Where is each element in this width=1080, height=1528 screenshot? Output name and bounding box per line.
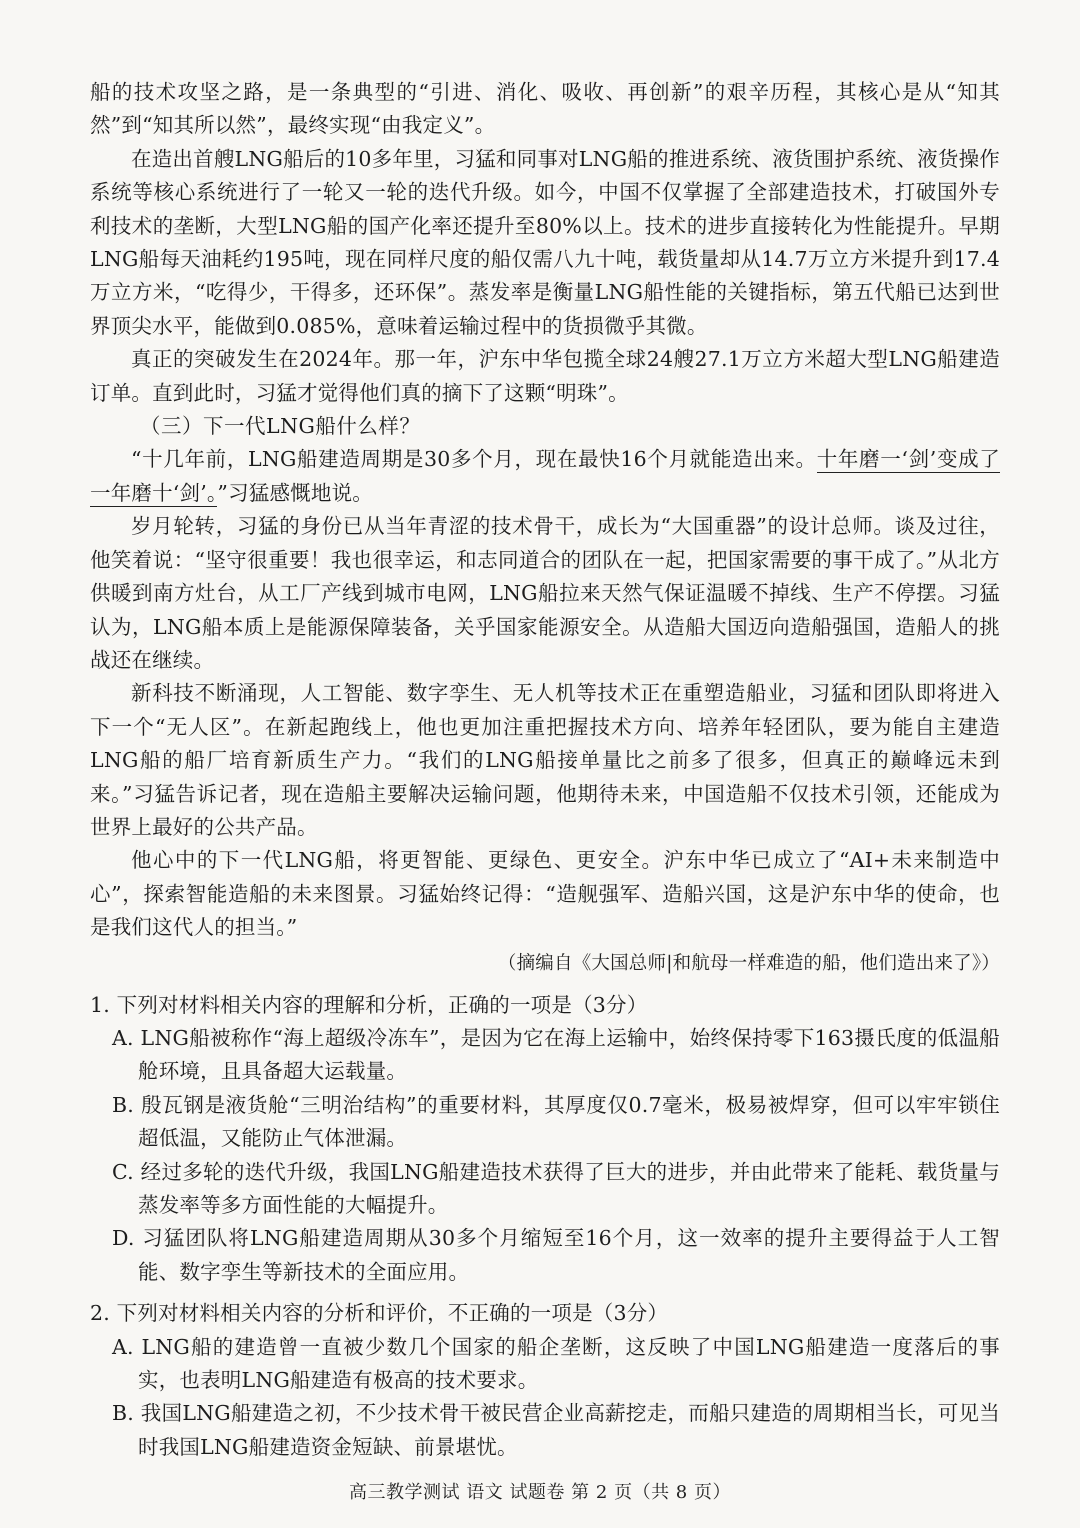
article-paragraph-2: 在造出首艘LNG船后的10多年里，习猛和同事对LNG船的推进系统、液货围护系统、液货操作系统等核心系统进行了一轮又一轮的迭代升级。如今，中国不仅掌握了全部建造技术，打破国外专利技术的垄断，大型LNG船的国产化率还提升至80%以上。技术的进步直接转化为性能提升。早期LNG船每天油耗约195吨，现在同样尺度的船仅需八九十吨，载货量却从14.7万立方米提升到17.4万立方米，“吃得少，干得多，还环保”。蒸发率是衡量LNG船性能的关键指标，第五代船已达到世界顶尖水平，能做到0.085%，意味着运输过程中的货损微乎其微。: [90, 146, 1000, 338]
article-paragraph-1: 船的技术攻坚之路，是一条典型的“引进、消化、吸收、再创新”的艰辛历程，其核心是从“知其然”到“知其所以然”，最终实现“由我定义”。: [90, 80, 1000, 138]
article-paragraph-6: 新科技不断涌现，人工智能、数字孪生、无人机等技术正在重塑造船业，习猛和团队即将进入下一个“无人区”。在新起跑线上，他也更加注重把握技术方向、培养年轻团队，要为能自主建造LNG船的船厂培育新质生产力。“我们的LNG船接单量比之前多了很多，但真正的巅峰远未到来。”习猛告诉记者，现在造船主要解决运输问题，他期待未来，中国造船不仅技术引领，还能成为世界上最好的公共产品。: [90, 681, 1000, 839]
quote-end: ”习猛感慨地说。: [217, 480, 373, 505]
question-1: [90, 989, 1000, 1290]
page-footer: 高三教学测试 语文 试题卷 第 2 页（共 8 页）: [349, 1482, 731, 1503]
underlined-sentence: 十年磨一‘剑’变成了一年磨十‘剑’。: [90, 447, 1000, 505]
article-paragraph-3: 真正的突破发生在2024年。那一年，沪东中华包揽全球24艘27.1万立方米超大型LNG船建造订单。直到此时，习猛才觉得他们真的摘下了这颗“明珠”。: [90, 347, 1000, 405]
option-b: B. 殷瓦钢是液货舱“三明治结构”的重要材料，其厚度仅0.7毫米，极易被焊穿，但可以牢牢锁住超低温，又能防止气体泄漏。: [112, 1092, 1000, 1151]
question-2: [90, 1297, 1000, 1464]
section-3-title: （三）下一代LNG船什么样？: [140, 414, 421, 439]
article-source: （摘编自《大国总师|和航母一样难造的船，他们造出来了》）: [497, 952, 1000, 974]
article-paragraph-5: 岁月轮转，习猛的身份已从当年青涩的技术骨干，成长为“大国重器”的设计总师。谈及过往，他笑着说：“坚守很重要！我也很幸运，和志同道合的团队在一起，把国家需要的事干成了。”从北方供暖到南方灶台，从工厂产线到城市电网，LNG船拉来天然气保证温暖不掉线、生产不停摆。习猛认为，LNG船本质上是能源保障装备，关乎国家能源安全。从造船大国迈向造船强国，造船人的挑战还在继续。: [90, 514, 1000, 672]
question-stem: 2. 下列对材料相关内容的分析和评价，不正确的一项是（3分）: [90, 1301, 669, 1326]
option-a: A. LNG船的建造曾一直被少数几个国家的船企垄断，这反映了中国LNG船建造一度落后的事实，也表明LNG船建造有极高的技术要求。: [112, 1334, 1000, 1393]
option-c: C. 经过多轮的迭代升级，我国LNG船建造技术获得了巨大的进步，并由此带来了能耗、载货量与蒸发率等多方面性能的大幅提升。: [112, 1159, 1000, 1217]
option-d: D. 习猛团队将LNG船建造周期从30多个月缩短至16个月，这一效率的提升主要得益于人工智能、数字孪生等新技术的全面应用。: [112, 1226, 1000, 1284]
quote-start: “十几年前，LNG船建造周期是30多个月，现在最快16个月就能造出来。: [131, 447, 817, 472]
page-content: [90, 76, 1000, 1464]
question-stem: 1. 下列对材料相关内容的理解和分析，正确的一项是（3分）: [90, 992, 648, 1017]
option-b: B. 我国LNG船建造之初，不少技术骨干被民营企业高薪挖走，而船只建造的周期相当长，可见当时我国LNG船建造资金短缺、前景堪忧。: [112, 1401, 1000, 1459]
article-paragraph-7: 他心中的下一代LNG船，将更智能、更绿色、更安全。沪东中华已成立了“AI+未来制造中心”，探索智能造船的未来图景。习猛始终记得：“造舰强军、造船兴国，这是沪东中华的使命，也是我们这代人的担当。”: [90, 848, 1000, 940]
option-a: A. LNG船被称作“海上超级冷冻车”，是因为它在海上运输中，始终保持零下163摄氏度的低温船舱环境，且具备超大运载量。: [112, 1025, 1000, 1084]
article-paragraph-4: [90, 443, 1000, 510]
